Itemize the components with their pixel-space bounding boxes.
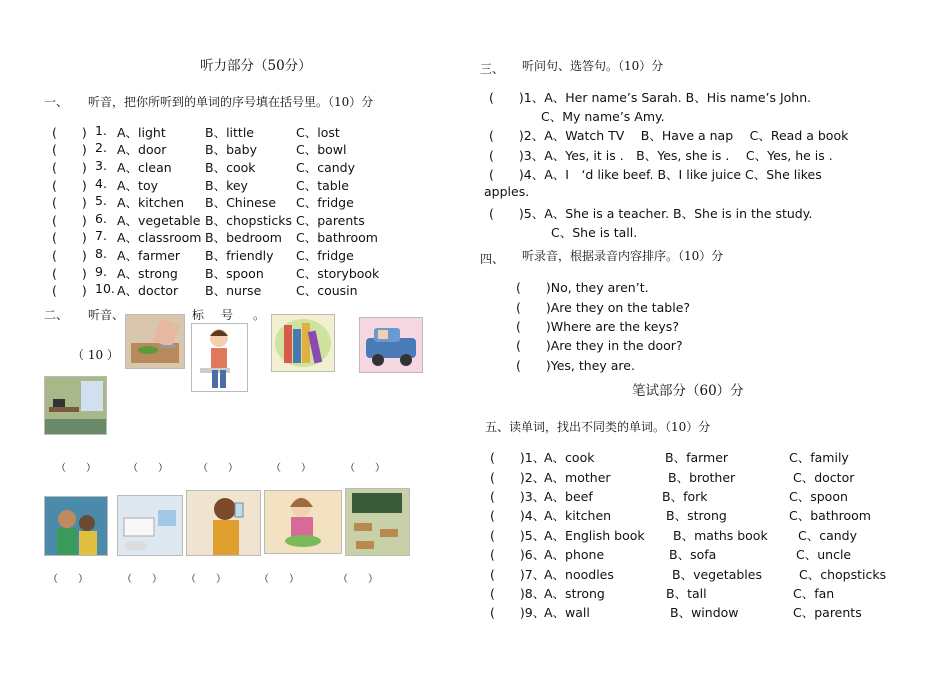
picture-answer-blank: （ ） bbox=[259, 574, 299, 585]
picture-classroom bbox=[345, 488, 410, 556]
answer-blank: ( ) bbox=[52, 160, 87, 175]
option-a: A、English book bbox=[544, 528, 645, 543]
question-number: ( )1、 bbox=[490, 450, 546, 465]
option-c: C、uncle bbox=[796, 547, 852, 562]
answer-blank: ( ) bbox=[52, 195, 87, 210]
option-b: B、spoon bbox=[205, 266, 264, 281]
option-c: C、doctor bbox=[793, 470, 855, 485]
option-c: C、cousin bbox=[296, 283, 358, 298]
section-2-instruction-part3: 号 bbox=[221, 308, 234, 322]
ordering-line: ( )No, they aren’t. bbox=[516, 280, 649, 295]
option-a: A、strong bbox=[117, 266, 178, 281]
question-line: ( )2、A、Watch TV B、Have a nap C、Read a book bbox=[489, 128, 849, 143]
answer-blank: ( ) bbox=[52, 213, 87, 228]
question-number: ( )6、 bbox=[490, 547, 546, 562]
answer-blank: ( ) bbox=[52, 178, 87, 193]
question-number: 8. bbox=[95, 246, 107, 261]
question-number: 5. bbox=[95, 193, 107, 208]
option-a: A、beef bbox=[544, 489, 593, 504]
section-2-number: 二、 bbox=[44, 308, 69, 322]
section-1-instruction: 听音，把你所听到的单词的序号填在括号里。（10）分 bbox=[88, 95, 374, 109]
question-line: C、My name’s Amy. bbox=[541, 109, 665, 124]
option-a: A、door bbox=[117, 142, 167, 157]
option-a: A、noodles bbox=[544, 567, 614, 582]
option-a: A、strong bbox=[544, 586, 605, 601]
option-b: B、nurse bbox=[205, 283, 262, 298]
question-number: 1. bbox=[95, 123, 107, 138]
picture-answer-blank: （ ） bbox=[271, 463, 311, 474]
ordering-line: ( )Are they in the door? bbox=[516, 338, 683, 353]
picture-answer-blank: （ ） bbox=[56, 463, 96, 474]
option-a: A、doctor bbox=[117, 283, 179, 298]
option-b: B、baby bbox=[205, 142, 258, 157]
option-b: B、bedroom bbox=[205, 230, 282, 245]
picture-car bbox=[359, 317, 423, 373]
option-b: B、little bbox=[205, 125, 254, 140]
question-line: ( )5、A、She is a teacher. B、She is in the study. bbox=[489, 206, 813, 221]
answer-blank: ( ) bbox=[52, 125, 87, 140]
picture-boy-drinking bbox=[186, 490, 261, 556]
option-a: A、toy bbox=[117, 178, 158, 193]
option-a: A、wall bbox=[544, 605, 590, 620]
ordering-line: ( )Yes, they are. bbox=[516, 358, 635, 373]
option-b: B、brother bbox=[668, 470, 736, 485]
question-number: 3. bbox=[95, 158, 107, 173]
picture-answer-blank: （ ） bbox=[122, 574, 162, 585]
option-c: C、fan bbox=[793, 586, 835, 601]
picture-cutting-vegetables bbox=[125, 314, 185, 369]
section-4-instruction: 听录音，根据录音内容排序。（10）分 bbox=[522, 249, 724, 263]
option-a: A、kitchen bbox=[544, 508, 612, 523]
option-b: B、window bbox=[670, 605, 739, 620]
question-number: ( )4、 bbox=[490, 508, 546, 523]
option-c: C、fridge bbox=[296, 248, 354, 263]
option-c: C、candy bbox=[296, 160, 356, 175]
section-2-instruction-part2: 标 bbox=[192, 308, 205, 322]
question-number: ( )2、 bbox=[490, 470, 546, 485]
question-number: ( )5、 bbox=[490, 528, 546, 543]
question-line: ( )1、A、Her name’s Sarah. B、His name’s John. bbox=[489, 90, 812, 105]
question-number: 7. bbox=[95, 228, 107, 243]
question-number: ( )3、 bbox=[490, 489, 546, 504]
option-c: C、family bbox=[789, 450, 849, 465]
picture-two-boys bbox=[44, 496, 108, 556]
option-b: B、vegetables bbox=[672, 567, 762, 582]
option-c: C、table bbox=[296, 178, 349, 193]
option-b: B、fork bbox=[662, 489, 708, 504]
section-4-number: 四、 bbox=[480, 252, 505, 266]
picture-bathroom bbox=[117, 495, 183, 556]
section-2-instruction-part4: 。 bbox=[253, 308, 266, 322]
question-number: ( )7、 bbox=[490, 567, 546, 582]
option-b: B、friendly bbox=[205, 248, 274, 263]
option-a: A、classroom bbox=[117, 230, 202, 245]
picture-answer-blank: （ ） bbox=[338, 574, 378, 585]
option-c: C、bathroom bbox=[789, 508, 871, 523]
picture-girl-with-plate bbox=[264, 490, 342, 554]
question-number: 6. bbox=[95, 211, 107, 226]
option-b: B、sofa bbox=[669, 547, 717, 562]
option-b: B、key bbox=[205, 178, 248, 193]
option-c: C、storybook bbox=[296, 266, 380, 281]
option-b: B、strong bbox=[666, 508, 727, 523]
option-c: C、bowl bbox=[296, 142, 347, 157]
picture-answer-blank: （ ） bbox=[198, 463, 238, 474]
section-5-instruction: 五、读单词，找出不同类的单词。（10）分 bbox=[485, 420, 711, 434]
question-number: 9. bbox=[95, 264, 107, 279]
picture-boy-holding-toy bbox=[191, 323, 248, 392]
question-number: ( )8、 bbox=[490, 586, 546, 601]
question-line: ( )3、A、Yes, it is . B、Yes, she is . C、Yes, he is . bbox=[489, 148, 833, 163]
picture-answer-blank: （ ） bbox=[128, 463, 168, 474]
option-c: C、candy bbox=[798, 528, 858, 543]
picture-answer-blank: （ ） bbox=[48, 574, 88, 585]
question-line: ( )4、A、I ‘d like beef. B、I like juice C、She likes bbox=[489, 167, 822, 182]
section-2-score: （ 10 ） bbox=[72, 348, 119, 362]
option-a: A、mother bbox=[544, 470, 611, 485]
option-a: A、kitchen bbox=[117, 195, 185, 210]
answer-blank: ( ) bbox=[52, 283, 87, 298]
picture-study-room bbox=[44, 376, 107, 435]
section-3-number: 三、 bbox=[480, 62, 505, 76]
question-number: ( )9、 bbox=[490, 605, 546, 620]
option-c: C、parents bbox=[793, 605, 862, 620]
option-a: A、vegetable bbox=[117, 213, 201, 228]
option-b: B、maths book bbox=[673, 528, 768, 543]
section-2-instruction-part1: 听音、 bbox=[88, 308, 125, 322]
option-c: C、parents bbox=[296, 213, 365, 228]
answer-blank: ( ) bbox=[52, 248, 87, 263]
question-number: 2. bbox=[95, 140, 107, 155]
ordering-line: ( )Where are the keys? bbox=[516, 319, 679, 334]
question-line: C、She is tall. bbox=[551, 225, 638, 240]
option-c: C、fridge bbox=[296, 195, 354, 210]
option-b: B、cook bbox=[205, 160, 256, 175]
option-a: A、cook bbox=[544, 450, 595, 465]
answer-blank: ( ) bbox=[52, 230, 87, 245]
option-a: A、light bbox=[117, 125, 166, 140]
question-number: 4. bbox=[95, 176, 107, 191]
option-b: B、farmer bbox=[665, 450, 729, 465]
option-c: C、bathroom bbox=[296, 230, 378, 245]
written-title: 笔试部分（60）分 bbox=[632, 383, 744, 399]
section-3-instruction: 听问句、选答句。（10）分 bbox=[522, 59, 664, 73]
picture-answer-blank: （ ） bbox=[345, 463, 385, 474]
option-b: B、chopsticks bbox=[205, 213, 292, 228]
option-c: C、lost bbox=[296, 125, 340, 140]
listening-title: 听力部分（50分） bbox=[200, 58, 312, 74]
picture-books bbox=[271, 314, 335, 372]
option-a: A、phone bbox=[544, 547, 605, 562]
option-b: B、tall bbox=[666, 586, 707, 601]
option-c: C、chopsticks bbox=[799, 567, 887, 582]
ordering-line: ( )Are they on the table? bbox=[516, 300, 691, 315]
option-b: B、Chinese bbox=[205, 195, 277, 210]
question-line: apples. bbox=[484, 184, 530, 199]
answer-blank: ( ) bbox=[52, 266, 87, 281]
option-c: C、spoon bbox=[789, 489, 848, 504]
question-number: 10. bbox=[95, 281, 115, 296]
option-a: A、clean bbox=[117, 160, 172, 175]
option-a: A、farmer bbox=[117, 248, 181, 263]
section-1-number: 一、 bbox=[44, 95, 69, 109]
picture-answer-blank: （ ） bbox=[186, 574, 226, 585]
answer-blank: ( ) bbox=[52, 142, 87, 157]
